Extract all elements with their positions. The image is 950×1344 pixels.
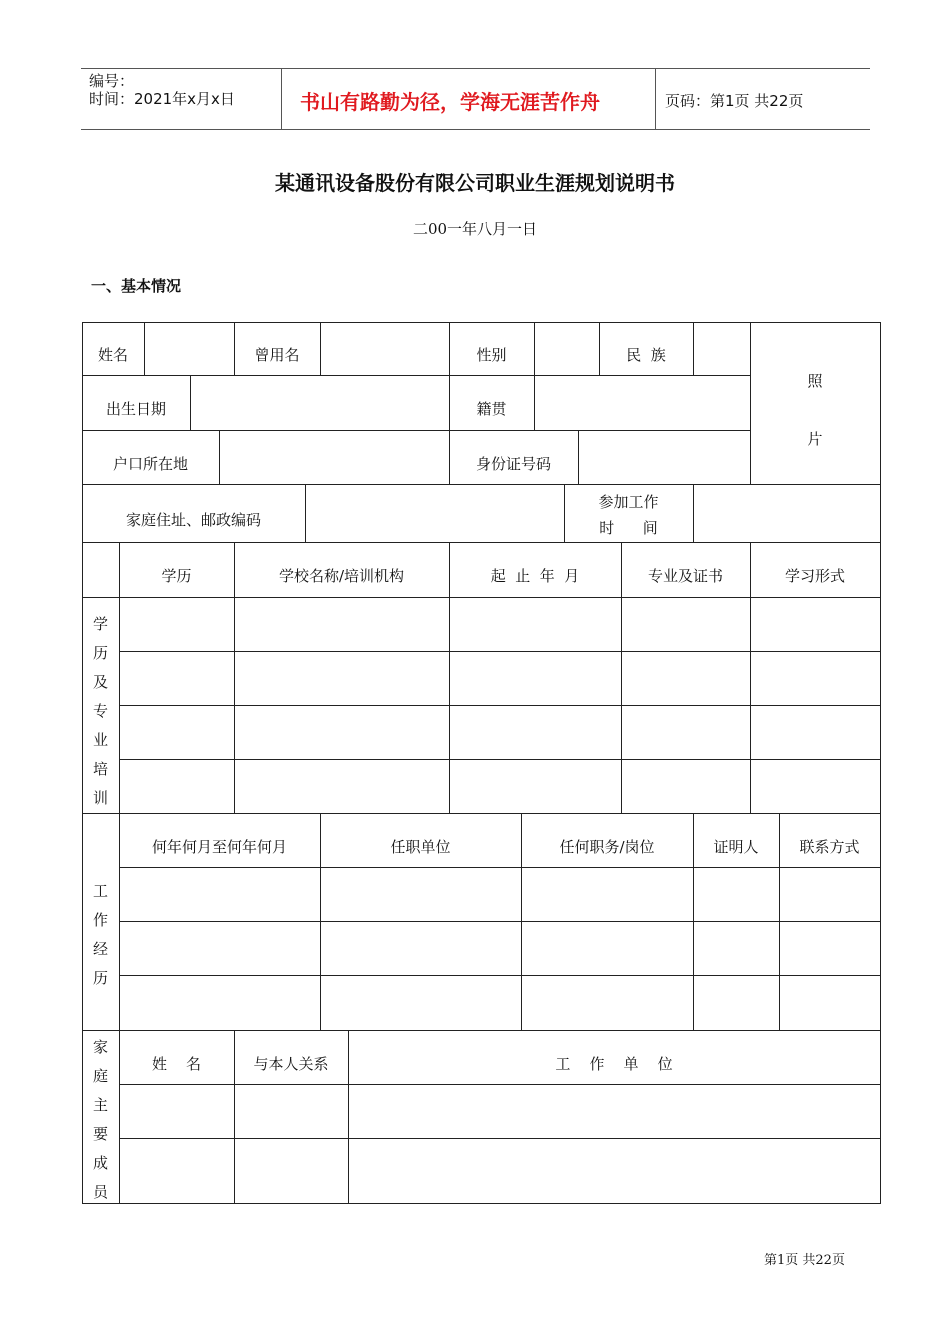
family-header-employer: 工 作 单 位 — [555, 1054, 673, 1073]
gender-label: 性别 — [476, 345, 507, 364]
family-side-label: 家 庭 主 要 成 员 — [92, 1038, 108, 1201]
family-header-relation: 与本人关系 — [253, 1054, 329, 1073]
photo-label-top: 照 — [807, 371, 823, 390]
basic-info-table — [82, 322, 881, 1204]
document-date: 二00一年八月一日 — [412, 220, 538, 238]
page-label: 页码：第1页 共22页 — [665, 92, 804, 110]
work-header-reference: 证明人 — [713, 837, 759, 856]
work-header-employer: 任职单位 — [390, 837, 451, 856]
birth-date-label: 出生日期 — [105, 399, 166, 418]
ethnicity-label: 民 族 — [626, 345, 666, 364]
time-label: 时间：2021年x月x日 — [89, 90, 235, 108]
work-side-label: 工 作 经 历 — [92, 882, 108, 987]
header-divider — [281, 68, 282, 130]
header-bottom-rule — [81, 129, 870, 130]
work-header-position: 任何职务/岗位 — [559, 837, 655, 856]
work-header-period: 何年何月至何年何月 — [151, 837, 287, 856]
edu-header-mode: 学习形式 — [784, 566, 845, 585]
edu-header-school: 学校名称/培训机构 — [278, 566, 405, 585]
photo-label-bottom: 片 — [807, 429, 823, 448]
work-start-label: 参加工作 时 间 — [598, 492, 659, 537]
household-label: 户口所在地 — [112, 454, 188, 473]
work-header-contact: 联系方式 — [799, 837, 860, 856]
document-title: 某通讯设备股份有限公司职业生涯规划说明书 — [275, 171, 675, 195]
header-divider — [655, 68, 656, 130]
edu-header-degree: 学历 — [161, 566, 192, 585]
page-footer: 第1页 共22页 — [764, 1253, 845, 1268]
native-place-label: 籍贯 — [476, 399, 507, 418]
id-number-label: 身份证号码 — [475, 454, 551, 473]
motto: 书山有路勤为径，学海无涯苦作舟 — [300, 90, 600, 114]
edu-header-period: 起 止 年 月 — [490, 566, 580, 585]
former-name-label: 曾用名 — [254, 345, 300, 364]
family-header-name: 姓 名 — [151, 1054, 202, 1073]
section-heading: 一、基本情况 — [91, 277, 182, 295]
code-label: 编号： — [89, 72, 135, 90]
name-label: 姓名 — [97, 345, 128, 364]
address-label: 家庭住址、邮政编码 — [125, 510, 261, 529]
header-top-rule — [81, 68, 870, 69]
education-side-label: 学 历 及 专 业 培 训 — [92, 615, 108, 807]
edu-header-major: 专业及证书 — [647, 566, 723, 585]
